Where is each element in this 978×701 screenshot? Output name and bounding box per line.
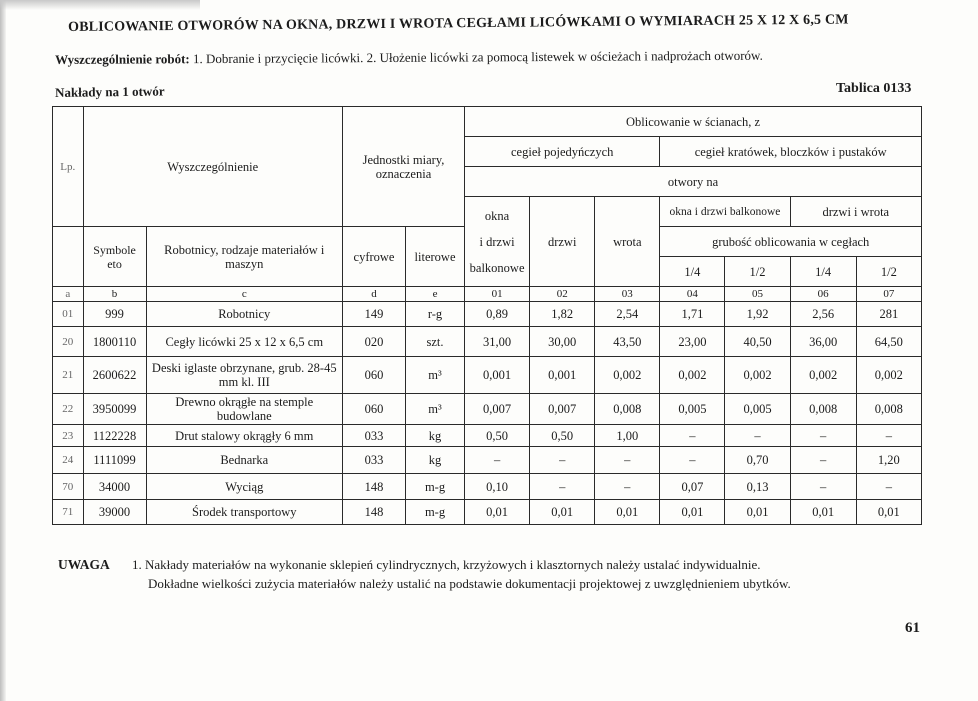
row-value: 0,01 [595, 500, 660, 525]
row-unit-letter: m-g [406, 500, 465, 525]
table-row [53, 394, 922, 425]
header-doors-gates: drzwi i wrota [790, 197, 921, 227]
header-balkonowe: balkonowe [469, 260, 525, 275]
row-value: 31,00 [465, 327, 530, 357]
row-symbol: 1122228 [83, 425, 146, 447]
row-name: Bednarka [146, 447, 342, 474]
note-line-2: Dokładne wielkości zużycia materiałów należy ustalić na podstawie dokumentacji projektowej z uwzględnieniem ubytków. [148, 576, 791, 591]
row-value: 0,13 [725, 474, 790, 500]
row-value: – [790, 474, 856, 500]
row-unit-letter: m³ [406, 357, 465, 394]
header-idrzwi: i drzwi [479, 234, 515, 249]
row-name: Wyciąg [146, 474, 342, 500]
row-value: 2,56 [790, 302, 856, 327]
row-value: 0,002 [790, 357, 856, 394]
row-value: 0,50 [530, 425, 595, 447]
row-value: 0,01 [856, 500, 921, 525]
note-heading: UWAGA [58, 557, 110, 572]
row-unit-code: 148 [342, 500, 405, 525]
row-value: 0,01 [530, 500, 595, 525]
row-value: 0,07 [660, 474, 725, 500]
row-symbol: 34000 [83, 474, 146, 500]
header-cyfrowe: cyfrowe [342, 227, 405, 287]
row-unit-letter: r-g [406, 302, 465, 327]
page-shadow-top [0, 0, 200, 10]
header-lattice-bricks: cegieł kratówek, bloczków i pustaków [660, 137, 922, 167]
row-value: 0,10 [465, 474, 530, 500]
header-units: Jednostki miary, oznaczenia [342, 107, 464, 227]
row-unit-code: 060 [342, 394, 405, 425]
header-cladding: Oblicowanie w ścianach, z [465, 107, 922, 137]
row-value: 2,54 [595, 302, 660, 327]
row-value: 36,00 [790, 327, 856, 357]
row-value: 0,50 [465, 425, 530, 447]
row-name: Środek transportowy [146, 500, 342, 525]
header-literowe: literowe [406, 227, 465, 287]
table-row [53, 474, 922, 500]
page-title: OBLICOWANIE OTWORÓW NA OKNA, DRZWI I WROTA CEGŁAMI LICÓWKAMI O WYMIARACH 25 X 12 X 6,5 CM [68, 12, 849, 35]
row-unit-letter: m³ [406, 394, 465, 425]
row-symbol: 2600622 [83, 357, 146, 394]
header-drzwi: drzwi [530, 197, 595, 287]
row-value: – [595, 447, 660, 474]
row-symbol: 3950099 [83, 394, 146, 425]
row-value: 0,70 [725, 447, 790, 474]
row-unit-letter: kg [406, 425, 465, 447]
row-value: 0,002 [660, 357, 725, 394]
header-row-1 [53, 107, 922, 137]
row-lp: 24 [53, 447, 84, 474]
works-text: 1. Dobranie i przycięcie licówki. 2. Ułożenie licówki za pomocą listewek w ościeżach i nadprożach otworów. [189, 47, 763, 67]
row-value: – [530, 474, 595, 500]
col-letter: 03 [595, 287, 660, 302]
header-spec: Wyszczególnienie [83, 107, 342, 227]
row-value: 0,001 [465, 357, 530, 394]
table-row [53, 500, 922, 525]
row-value: 1,20 [856, 447, 921, 474]
row-value: 0,002 [856, 357, 921, 394]
row-value: 281 [856, 302, 921, 327]
header-windows-doors [465, 197, 530, 287]
row-value: 0,89 [465, 302, 530, 327]
header-thickness: grubość oblicowania w cegłach [660, 227, 922, 257]
row-value: 0,01 [790, 500, 856, 525]
col-letter: 05 [725, 287, 790, 302]
table-row [53, 327, 922, 357]
row-value: 0,002 [595, 357, 660, 394]
header-thick-1: 1/4 [660, 257, 725, 287]
row-unit-code: 020 [342, 327, 405, 357]
row-value: 0,007 [530, 394, 595, 425]
header-windows-balcony: okna i drzwi balkonowe [660, 197, 790, 227]
row-value: – [856, 474, 921, 500]
row-value: 30,00 [530, 327, 595, 357]
row-value: – [530, 447, 595, 474]
header-single-bricks: cegieł pojedyńczych [465, 137, 660, 167]
row-value: 0,01 [660, 500, 725, 525]
row-name: Robotnicy [146, 302, 342, 327]
row-value: – [790, 447, 856, 474]
header-wrota: wrota [595, 197, 660, 287]
row-value: 1,92 [725, 302, 790, 327]
row-unit-code: 149 [342, 302, 405, 327]
row-name: Cegły licówki 25 x 12 x 6,5 cm [146, 327, 342, 357]
col-letter: c [146, 287, 342, 302]
page-number: 61 [905, 620, 920, 636]
row-unit-code: 033 [342, 447, 405, 474]
col-letter: d [342, 287, 405, 302]
norms-table [52, 106, 922, 525]
table-row [53, 302, 922, 327]
row-lp: 20 [53, 327, 84, 357]
row-value: 0,008 [595, 394, 660, 425]
row-lp: 01 [53, 302, 84, 327]
row-value: 0,005 [725, 394, 790, 425]
row-value: 43,50 [595, 327, 660, 357]
row-value: – [465, 447, 530, 474]
row-value: 0,01 [725, 500, 790, 525]
row-value: – [660, 447, 725, 474]
header-thick-2: 1/2 [725, 257, 790, 287]
row-value: – [725, 425, 790, 447]
col-letter: 06 [790, 287, 856, 302]
row-name: Deski iglaste obrzynane, grub. 28-45 mm kl. III [146, 357, 342, 394]
row-symbol: 999 [83, 302, 146, 327]
row-value: 40,50 [725, 327, 790, 357]
row-unit-letter: m-g [406, 474, 465, 500]
header-lp: Lp. [53, 107, 84, 227]
header-thick-3: 1/4 [790, 257, 856, 287]
row-value: 0,008 [856, 394, 921, 425]
col-letter: 02 [530, 287, 595, 302]
row-value: 0,001 [530, 357, 595, 394]
col-letter: 04 [660, 287, 725, 302]
row-symbol: 1800110 [83, 327, 146, 357]
inputs-label: Nakłady na 1 otwór [55, 83, 165, 100]
header-thick-4: 1/2 [856, 257, 921, 287]
table-row [53, 357, 922, 394]
row-lp: 71 [53, 500, 84, 525]
page-shadow-left [0, 0, 6, 701]
header-okna: okna [484, 208, 510, 223]
row-value: 64,50 [856, 327, 921, 357]
row-value: 0,005 [660, 394, 725, 425]
row-value: 23,00 [660, 327, 725, 357]
row-lp: 70 [53, 474, 84, 500]
table-number: Tablica 0133 [836, 81, 912, 96]
row-value: 0,01 [465, 500, 530, 525]
header-symbol: Symbole eto [83, 227, 146, 287]
table-row [53, 425, 922, 447]
row-unit-letter: kg [406, 447, 465, 474]
row-lp: 22 [53, 394, 84, 425]
row-value: 0,002 [725, 357, 790, 394]
row-symbol: 39000 [83, 500, 146, 525]
table-row [53, 447, 922, 474]
col-letter: b [83, 287, 146, 302]
col-letter: e [406, 287, 465, 302]
row-name: Drut stalowy okrągły 6 mm [146, 425, 342, 447]
row-value: – [660, 425, 725, 447]
works-description [55, 47, 955, 68]
row-value: 0,007 [465, 394, 530, 425]
row-unit-letter: szt. [406, 327, 465, 357]
col-letter: 07 [856, 287, 921, 302]
row-symbol: 1111099 [83, 447, 146, 474]
header-workers: Robotnicy, rodzaje materiałów i maszyn [146, 227, 342, 287]
header-openings: otwory na [465, 167, 922, 197]
row-value: 0,008 [790, 394, 856, 425]
row-unit-code: 033 [342, 425, 405, 447]
note-line-1: 1. Nakłady materiałów na wykonanie sklepień cylindrycznych, krzyżowych i klasztornych należy ustalać indywidualnie. [132, 557, 761, 572]
row-value: – [856, 425, 921, 447]
row-lp: 23 [53, 425, 84, 447]
row-value: – [595, 474, 660, 500]
row-value: 1,00 [595, 425, 660, 447]
col-letter: a [53, 287, 84, 302]
col-letter: 01 [465, 287, 530, 302]
row-value: 1,71 [660, 302, 725, 327]
row-lp: 21 [53, 357, 84, 394]
works-label: Wyszczególnienie robót: [55, 51, 190, 67]
column-letter-row [53, 287, 922, 302]
row-unit-code: 060 [342, 357, 405, 394]
row-value: – [790, 425, 856, 447]
row-value: 1,82 [530, 302, 595, 327]
row-name: Drewno okrągłe na stemple budowlane [146, 394, 342, 425]
row-unit-code: 148 [342, 474, 405, 500]
